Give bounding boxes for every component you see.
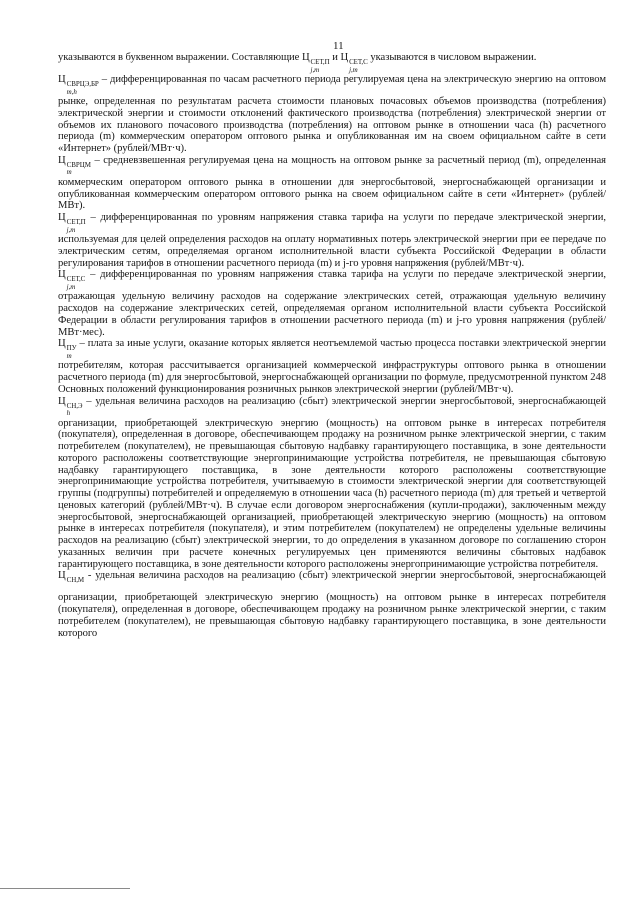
term-symbol: Ц ПУ m [58, 338, 77, 360]
term-symbol: Ц СЕТ,С j,m [58, 269, 86, 291]
paragraph-definition [58, 338, 606, 395]
paragraph-definition [58, 212, 606, 269]
paragraph-intro: указываются в буквенном выражении. Составляющие Ц СЕТ,П j,m и Ц СЕТ,С j,m указываются в числовом выражении. [58, 52, 537, 74]
paragraph-definition [58, 269, 606, 338]
term-symbol: Ц СН,Э h [58, 395, 83, 417]
term-symbol: Ц СВРЦЭ,БР m,h [58, 74, 99, 96]
definition-text: – плата за иные услуги, оказание которых является неотъемлемой частью процесса поставки электрической энергии потребителям, которая рассчитывается организацией коммерческой инфраструктуры оптового рынка в отношении расчетного периода (m) для энергосбытовой, энергоснабжающей организации по формуле, предусмотренной пунктом 248 Основных положений функционирования розничных рынков электрической энергии (рублей/МВт·ч). [58, 338, 606, 395]
definition-text: – дифференцированная по часам расчетного периода регулируемая цена на электрическую энергию на оптовом рынке, определенная по результатам расчета стоимости плановых почасовых объемов производства (потребления) электрической энергии и стоимости отклонений фактического производства (потребления) электрической энергии от объемов их планового почасового производства (потребления) на оптовом рынке в отношении часа (h) расчетного периода (m) коммерческим оператором оптового рынка и опубликованная им на своем официальном сайте в сети «Интернет» (рублей/МВт·ч). [58, 74, 606, 154]
definition-text: – дифференцированная по уровням напряжения ставка тарифа на услуги по передаче электрической энергии, используемая для целей определения расходов на оплату нормативных потерь электрической энергии при ее передаче по электрическим сетям, определяемая органом исполнительной власти субъекта Российской Федерации в области регулирования тарифов в отношении расчетного периода (m) и j-го уровня напряжения (рублей/МВт·ч). [58, 212, 606, 269]
definition-text: – дифференцированная по уровням напряжения ставка тарифа на услуги по передаче электрической энергии, отражающая удельную величину расходов на содержание электрических сетей, отражающая удельную величину расходов на содержание электрических сетей, определяемая органом исполнительной власти субъекта Российской Федерации в области регулирования тарифов в отношении расчетного периода (m) и j-го уровня напряжения (рублей/МВт·мес). [58, 269, 606, 338]
paragraph-definition [58, 155, 606, 212]
footer-rule [0, 888, 130, 889]
term-symbol: Ц СЕТ,П j,m [58, 212, 86, 234]
definition-text: - удельная величина расходов на реализацию (сбыт) электрической энергии энергосбытовой, энергоснабжающей организации, приобретающей электрическую энергию (мощность) на оптовом рынке в интересах потребителя (покупателя), определенная в договоре, обеспечивающем продажу на розничном рынке электрической энергии, с таким потребителем (покупателем), не превышающая сбытовую надбавку гарантирующего поставщика, в зоне деятельности которого [58, 570, 606, 639]
paragraph-definition [58, 570, 606, 639]
inline-symbol: Ц СЕТ,П j,m [301, 52, 330, 74]
document-body [58, 52, 606, 639]
paragraph-definition [58, 396, 606, 571]
term-symbol: Ц СН,М [58, 570, 85, 585]
definition-text: – средневзвешенная регулируемая цена на мощность на оптовом рынке за расчетный период (m), определенная коммерческим оператором оптового рынка в отношении для энергосбытовой, энергоснабжающей организации и опубликованная коммерческим оператором оптового рынка на своем официальном сайте в сети «Интернет» (рублей/МВт). [58, 154, 606, 212]
page-number: 11 [333, 40, 344, 52]
inline-symbol: Ц СЕТ,С j,m [340, 52, 368, 74]
term-symbol: Ц СВРЦМ m [58, 154, 91, 177]
paragraph-definition [58, 74, 606, 155]
definition-text: – удельная величина расходов на реализацию (сбыт) электрической энергии энергосбытовой, энергоснабжающей организации, приобретающей электрическую энергию (мощность) на оптовом рынке в интересах потребителя (покупателя), определенная в договоре, обеспечивающем продажу на розничном рынке электрической энергии, с таким потребителем (покупателем), не превышающая сбытовую надбавку гарантирующего поставщика, в зоне деятельности которого расположены соответствующие энергопринимающие устройства потребителя, не превышающая сбытовую надбавку гарантирующего поставщика, в зоне деятельности которого расположены соответствующие энергопринимающие устройства потребителя, учитываемую в стоимости электрической энергии для соответствующей группы (подгруппы) потребителей и определяемую в отношении часа (h) расчетного периода (m) для третьей и четвертой ценовых категорий (рублей/МВт·ч). В случае если договором энергоснабжения (купли-продажи), заключенным между энергосбытовой, энергоснабжающей организацией, приобретающей электрическую энергию (мощность) на оптовом рынке в интересах потребителя (покупателя), и этим потребителем (покупателем) не определены удельные величины расходов на реализацию (сбыт) электрической энергии, то до определения в указанном договоре по соглашению сторон указанных величин при расчете конечных регулируемых цен применяются величины сбытовых надбавок гарантирующего поставщика, в зоне деятельности которого расположены энергопринимающие устройства потребителя. [58, 395, 606, 570]
